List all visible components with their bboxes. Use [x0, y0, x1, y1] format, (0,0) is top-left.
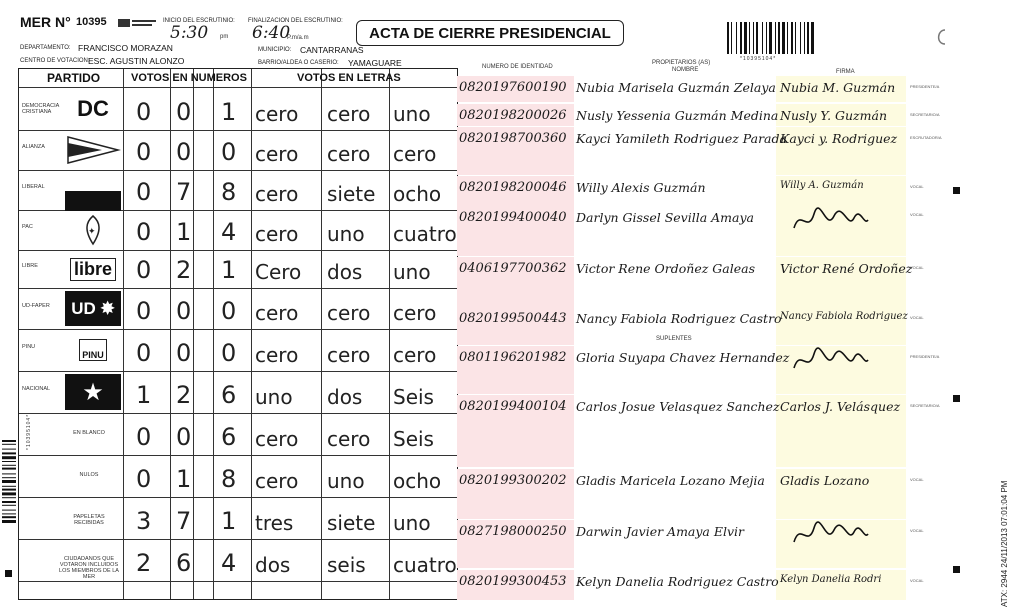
vote-word: dos — [327, 260, 363, 284]
col-nombre-header: NOMBRE — [672, 67, 699, 73]
vote-word: Seis — [393, 427, 434, 451]
party-name: LIBRE — [22, 263, 38, 269]
member-role: VOCAL — [910, 315, 924, 320]
vote-digit: 2 — [176, 256, 192, 284]
vote-word: uno — [393, 511, 431, 535]
vote-word: cero — [255, 142, 299, 166]
vote-word: uno — [327, 469, 365, 493]
member-id: 0820198200026 — [459, 108, 567, 123]
vote-digit: 1 — [221, 256, 237, 284]
member-id: 0820198200046 — [459, 180, 567, 195]
party-name: CIUDADANOS QUE VOTARON INCLUIDOS LOS MIEMBROS DE LA MER — [59, 556, 119, 580]
party-name: LIBERAL — [22, 184, 45, 190]
member-id: 0820199400104 — [459, 399, 567, 414]
vote-word: cero — [255, 182, 299, 206]
vote-word: cero — [327, 102, 371, 126]
table-row — [19, 497, 457, 539]
vote-digit: 6 — [176, 549, 192, 577]
votes-table — [18, 68, 458, 600]
vote-word: tres — [255, 511, 294, 535]
member-signature: Gladis Lozano — [780, 473, 870, 488]
vote-word: siete — [327, 511, 376, 535]
member-role: VOCAL — [910, 578, 924, 583]
barrio-label: BARRIO/ALDEA O CASERIO: — [258, 60, 339, 66]
vote-digit: 0 — [136, 465, 152, 493]
vote-word: Seis — [393, 385, 434, 409]
party-logo — [65, 173, 121, 207]
party-logo: DC — [77, 95, 109, 121]
vote-digit: 0 — [136, 178, 152, 206]
member-signature: Nusly Y. Guzmán — [780, 108, 888, 123]
party-logo: libre — [65, 253, 121, 285]
vote-digit: 1 — [176, 218, 192, 246]
party-name: PAC — [22, 224, 33, 230]
signature-scribble — [790, 344, 870, 378]
municipio-label: MUNICIPIO: — [258, 47, 292, 53]
vote-digit: 0 — [136, 339, 152, 367]
member-id: 0820199300453 — [459, 574, 567, 589]
member-signature: Victor René Ordoñez — [780, 261, 913, 276]
vote-word: ocho — [393, 182, 442, 206]
vote-digit: 1 — [136, 381, 152, 409]
departamento-label: DEPARTAMENTO: — [20, 45, 71, 51]
member-signature: Kayci y. Rodriguez — [780, 131, 898, 146]
table-row — [19, 288, 457, 329]
col-firma-header: FIRMA — [836, 69, 855, 75]
col-identidad-header: NUMERO DE IDENTIDAD — [482, 64, 553, 70]
vote-word: dos — [255, 553, 291, 577]
party-name: PINU — [22, 344, 36, 350]
signature-scribble — [790, 204, 870, 238]
col-propietarios-header: PROPIETARIOS (AS) — [652, 60, 711, 66]
svg-text:✦: ✦ — [88, 226, 96, 236]
vote-digit: 0 — [176, 138, 192, 166]
member-id: 0827198000250 — [459, 524, 567, 539]
vote-digit: 0 — [176, 297, 192, 325]
vote-digit: 4 — [221, 218, 237, 246]
vote-word: cero — [327, 142, 371, 166]
vote-digit: 7 — [176, 178, 192, 206]
vote-digit: 0 — [176, 339, 192, 367]
municipio-value: CANTARRANAS — [300, 45, 364, 55]
fin-ampm: P.m/a.m — [287, 35, 309, 41]
col-partido-header: PARTIDO — [47, 71, 101, 85]
member-role: ESCRUTADOR/A — [910, 135, 942, 140]
member-name: Nancy Fabiola Rodriguez Castro — [576, 311, 782, 326]
party-logo — [65, 133, 121, 167]
member-name: Gladis Maricela Lozano Mejia — [576, 473, 765, 488]
vote-digit: 0 — [221, 138, 237, 166]
vote-digit: 6 — [221, 381, 237, 409]
party-name: EN BLANCO — [73, 430, 105, 436]
table-row — [19, 539, 457, 581]
member-name: Darlyn Gissel Sevilla Amaya — [576, 210, 755, 225]
vote-word: dos — [327, 385, 363, 409]
member-role: VOCAL — [910, 184, 924, 189]
side-stamp: ATX: 2944 24/11/2013 07:01:04 PM — [1000, 480, 1009, 607]
member-id: 0406197700362 — [459, 261, 567, 276]
vote-word: cero — [393, 142, 437, 166]
party-name: UD-FAPER — [22, 302, 50, 309]
vote-word: cero — [393, 301, 437, 325]
member-role: SECRETARIO/A — [910, 112, 940, 117]
suplentes-label: SUPLENTES — [656, 336, 692, 342]
vote-word: cero — [327, 427, 371, 451]
logo-mark — [118, 16, 158, 28]
table-row — [19, 130, 457, 170]
member-signature: Kelyn Danelia Rodri — [780, 574, 882, 585]
member-name: Gloria Suyapa Chavez Hernandez — [576, 350, 790, 365]
member-name: Darwin Javier Amaya Elvir — [576, 524, 745, 539]
vote-word: cero — [255, 469, 299, 493]
mer-label: MER N° — [20, 14, 71, 30]
vote-word: seis — [327, 553, 366, 577]
departamento-value: FRANCISCO MORAZAN — [78, 43, 173, 53]
member-role: SECRETARIO/A — [910, 403, 940, 408]
member-signature: Nancy Fabiola Rodriguez — [780, 311, 908, 322]
vote-digit: 1 — [176, 465, 192, 493]
party-name: DEMOCRACIA CRISTIANA — [22, 102, 59, 115]
table-row — [19, 170, 457, 210]
col-numeros-header: VOTOS EN NUMEROS — [131, 72, 247, 84]
vote-word: cuatro — [393, 553, 457, 577]
vote-digit: 2 — [176, 381, 192, 409]
vote-digit: 0 — [136, 218, 152, 246]
member-signature: Carlos J. Velásquez — [780, 399, 901, 414]
vote-word: cuatro — [393, 222, 457, 246]
reg-mark — [953, 187, 960, 194]
member-name: Kelyn Danelia Rodriguez Castro — [576, 574, 779, 589]
member-role: VOCAL — [910, 528, 924, 533]
inicio-label: INICIO DEL ESCRUTINIO: — [163, 18, 235, 24]
vote-digit: 0 — [176, 423, 192, 451]
vote-word: uno — [393, 260, 431, 284]
member-role: PRESIDENTE/A — [910, 84, 940, 89]
vote-word: Cero — [255, 260, 302, 284]
fin-time: 6:40 — [252, 23, 291, 43]
form-title: ACTA DE CIERRE PRESIDENCIAL — [356, 20, 624, 46]
party-logo: ★ — [65, 374, 121, 410]
vote-digit: 0 — [136, 297, 152, 325]
party-logo — [65, 213, 121, 247]
fin-label: FINALIZACION DEL ESCRUTINIO: — [248, 18, 343, 24]
party-name: PAPELETAS RECIBIDAS — [73, 514, 105, 526]
signature-scribble — [790, 518, 870, 552]
party-logo: PINU — [65, 332, 121, 368]
vote-digit: 0 — [176, 98, 192, 126]
table-row — [19, 87, 457, 130]
vote-word: cero — [255, 301, 299, 325]
member-id: 0820199300202 — [459, 473, 567, 488]
member-name: Victor Rene Ordoñez Galeas — [576, 261, 755, 276]
vote-word: cero — [255, 343, 299, 367]
member-name: Willy Alexis Guzmán — [576, 180, 706, 195]
vote-digit: 8 — [221, 178, 237, 206]
member-role: VOCAL — [910, 265, 924, 270]
member-role: VOCAL — [910, 477, 924, 482]
table-row — [19, 413, 457, 455]
left-barcode-text: *10395104* — [26, 413, 32, 450]
inicio-time: 5:30 — [170, 23, 209, 43]
centro-value: ESC. AGUSTIN ALONZO — [88, 56, 185, 66]
vote-word: cero — [255, 222, 299, 246]
member-id: 0820199500443 — [459, 311, 567, 326]
barrio-value: YAMAGUARE — [348, 58, 402, 68]
corner-mark — [934, 28, 948, 46]
vote-digit: 8 — [221, 465, 237, 493]
vote-word: siete — [327, 182, 376, 206]
vote-digit: 0 — [136, 98, 152, 126]
table-row — [19, 329, 457, 371]
member-id: 0820198700360 — [459, 131, 567, 146]
vote-digit: 0 — [136, 423, 152, 451]
vote-digit: 0 — [136, 256, 152, 284]
party-name: NACIONAL — [22, 386, 51, 392]
centro-label: CENTRO DE VOTACION: — [20, 58, 90, 64]
member-name: Nusly Yessenia Guzmán Medina — [576, 108, 779, 123]
vote-word: cero — [255, 427, 299, 451]
top-barcode-text: *10395104* — [740, 56, 777, 62]
vote-word: uno — [255, 385, 293, 409]
member-role: VOCAL — [910, 212, 924, 217]
vote-digit: 6 — [221, 423, 237, 451]
vote-digit: 0 — [136, 138, 152, 166]
vote-digit: 1 — [221, 98, 237, 126]
member-signature: Nubia M. Guzmán — [780, 80, 896, 95]
party-name: ALIANZA — [22, 144, 45, 150]
reg-mark — [953, 395, 960, 402]
member-name: Carlos Josue Velasquez Sanchez — [576, 399, 780, 414]
vote-word: uno — [327, 222, 365, 246]
vote-word: ocho — [393, 469, 442, 493]
vote-word: cero — [327, 343, 371, 367]
mer-number: 10395 — [76, 16, 107, 28]
vote-digit: 0 — [221, 297, 237, 325]
table-row — [19, 371, 457, 413]
member-id: 0801196201982 — [459, 350, 567, 365]
table-row — [19, 250, 457, 288]
reg-mark — [953, 566, 960, 573]
inicio-ampm: pm — [220, 34, 229, 40]
vote-word: cero — [393, 343, 437, 367]
vote-digit: 7 — [176, 507, 192, 535]
left-barcode — [2, 440, 16, 540]
vote-digit: 0 — [221, 339, 237, 367]
vote-word: cero — [327, 301, 371, 325]
vote-word: cero — [255, 102, 299, 126]
col-letras-header: VOTOS EN LETRAS — [297, 72, 401, 84]
member-name: Kayci Yamileth Rodriguez Parada — [576, 131, 787, 146]
vote-digit: 2 — [136, 549, 152, 577]
member-role: PRESIDENTE/A — [910, 354, 940, 359]
member-signature: Willy A. Guzmán — [780, 180, 864, 191]
vote-digit: 4 — [221, 549, 237, 577]
party-name: NULOS — [79, 472, 99, 478]
reg-mark — [5, 570, 12, 577]
vote-digit: 3 — [136, 507, 152, 535]
member-id: 0820197600190 — [459, 80, 567, 95]
table-row — [19, 210, 457, 250]
table-row — [19, 455, 457, 497]
member-name: Nubia Marisela Guzmán Zelaya — [576, 80, 776, 95]
party-logo: UD ✸ — [65, 291, 121, 326]
top-barcode — [727, 22, 831, 60]
vote-digit: 1 — [221, 507, 237, 535]
member-id: 0820199400040 — [459, 210, 567, 225]
vote-word: uno — [393, 102, 431, 126]
